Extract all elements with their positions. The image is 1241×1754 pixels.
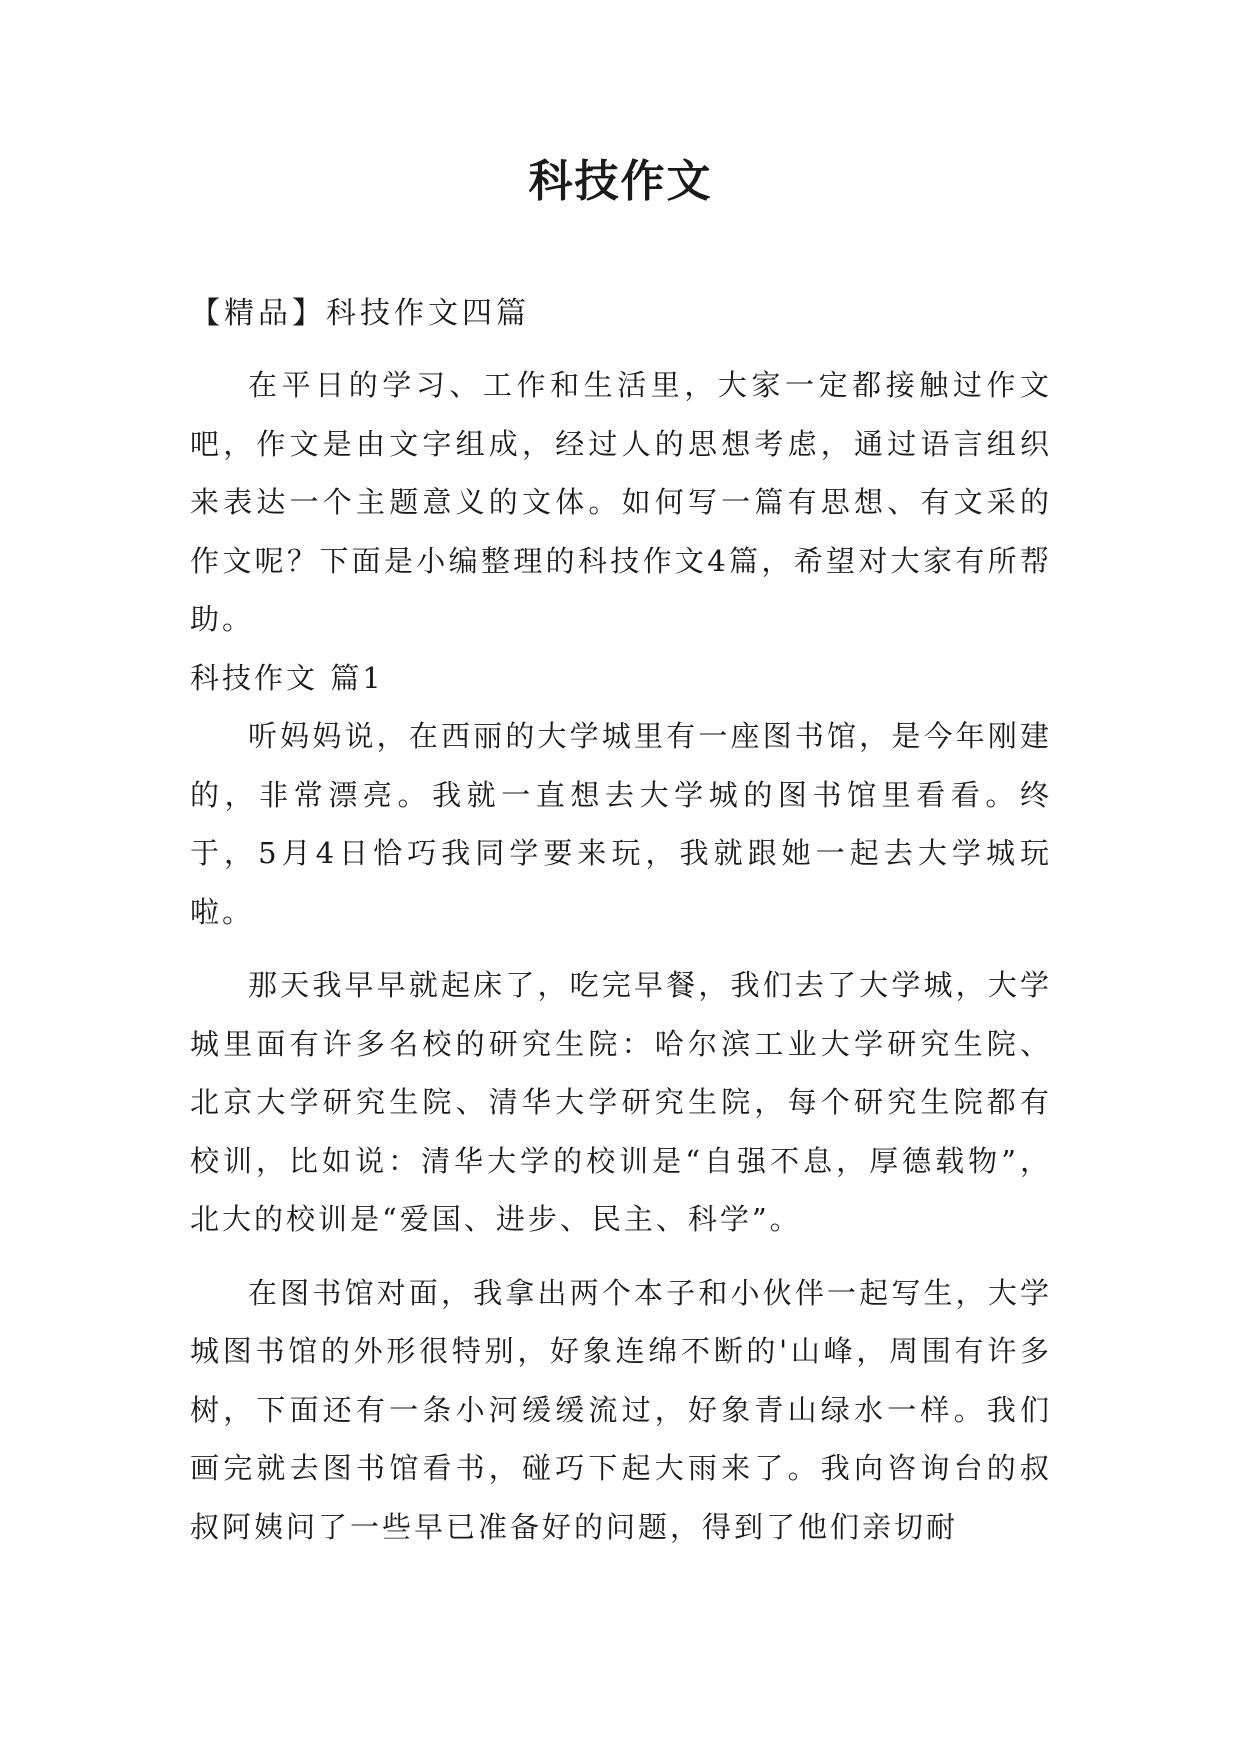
body-paragraph: 在图书馆对面，我拿出两个本子和小伙伴一起写生，大学城图书馆的外形很特别，好象连绵不断的'山峰，周围有许多树，下面还有一条小河缓缓流过，好象青山绿水一样。我们画完就去图书馆看书，碰巧下起大雨来了。我向咨询台的叔叔阿姨问了一些早已准备好的问题，得到了他们亲切耐 — [190, 1275, 1052, 1544]
body-paragraph: 听妈妈说，在西丽的大学城里有一座图书馆，是今年刚建的，非常漂亮。我就一直想去大学城的图书馆里看看。终于，5月4日恰巧我同学要来玩，我就跟她一起去大学城玩啦。 — [190, 719, 1052, 929]
document-body — [190, 356, 1052, 1556]
document-title: 科技作文 — [528, 156, 713, 207]
body-paragraph: 那天我早早就起床了，吃完早餐，我们去了大学城，大学城里面有许多名校的研究生院：哈尔滨工业大学研究生院、北京大学研究生院、清华大学研究生院，每个研究生院都有校训，比如说：清华大学的校训是“自强不息，厚德载物”，北大的校训是“爱国、进步、民主、科学”。 — [190, 968, 1052, 1236]
section-heading: 科技作文 篇1 — [190, 660, 384, 695]
document-subtitle: 【精品】科技作文四篇 — [190, 296, 530, 331]
intro-paragraph: 在平日的学习、工作和生活里，大家一定都接触过作文吧，作文是由文字组成，经过人的思想考虑，通过语言组织来表达一个主题意义的文体。如何写一篇有思想、有文采的作文呢？下面是小编整理的科技作文4篇，希望对大家有所帮助。 — [190, 368, 1052, 636]
